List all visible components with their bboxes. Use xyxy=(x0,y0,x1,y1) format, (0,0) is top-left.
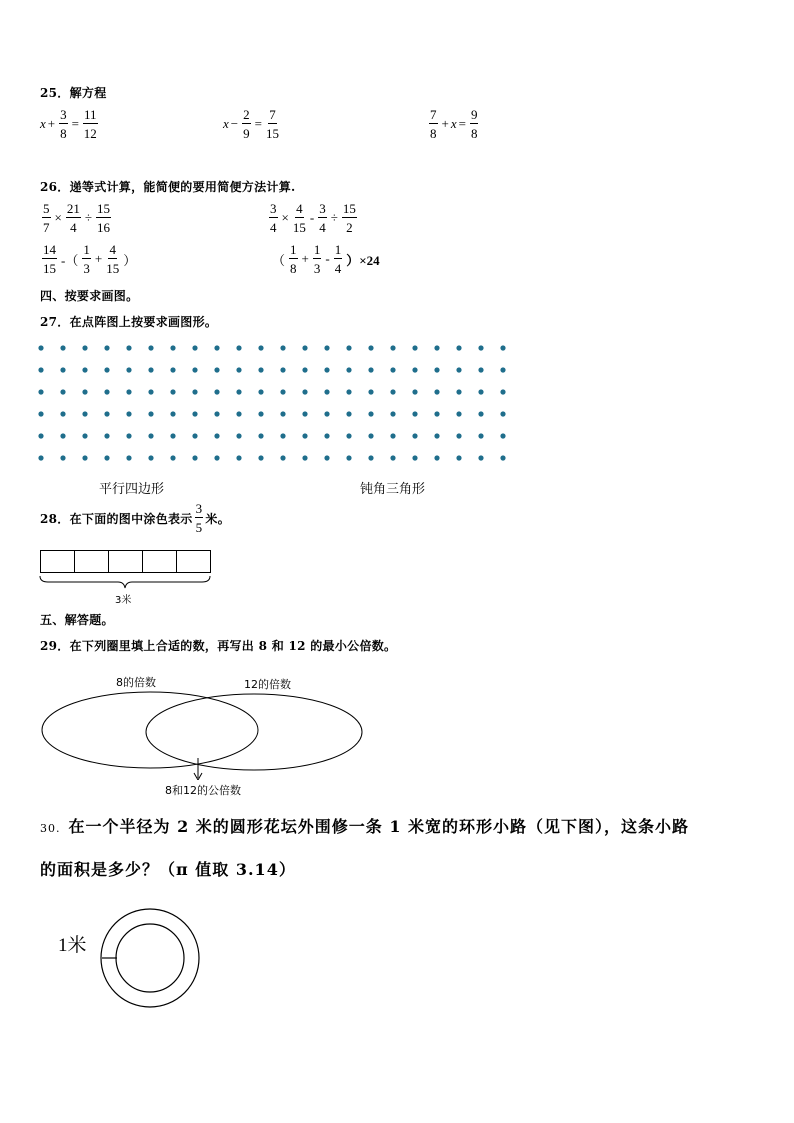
grid-dot[interactable] xyxy=(258,367,263,372)
grid-dot[interactable] xyxy=(280,367,285,372)
grid-dot[interactable] xyxy=(412,367,417,372)
grid-dot[interactable] xyxy=(302,433,307,438)
grid-dot[interactable] xyxy=(214,345,219,350)
grid-dot[interactable] xyxy=(60,433,65,438)
q25-label: 25．解方程 xyxy=(40,86,107,100)
grid-dot[interactable] xyxy=(434,433,439,438)
grid-dot[interactable] xyxy=(346,367,351,372)
grid-dot[interactable] xyxy=(412,345,417,350)
grid-dot[interactable] xyxy=(456,433,461,438)
grid-dot[interactable] xyxy=(280,345,285,350)
grid-dot[interactable] xyxy=(390,345,395,350)
grid-dot[interactable] xyxy=(170,345,175,350)
grid-dot[interactable] xyxy=(170,367,175,372)
grid-dot[interactable] xyxy=(148,455,153,460)
q26-expression-3: $\frac{14}{15}$ -（ $\frac{1}{3}$ + $\frac{4}{15}$ ） xyxy=(43,242,137,276)
grid-dot[interactable] xyxy=(126,455,131,460)
grid-dot[interactable] xyxy=(104,433,109,438)
grid-dot[interactable] xyxy=(390,455,395,460)
grid-dot[interactable] xyxy=(214,455,219,460)
grid-dot[interactable] xyxy=(126,411,131,416)
grid-dot[interactable] xyxy=(38,367,43,372)
grid-dot[interactable] xyxy=(324,411,329,416)
grid-dot[interactable] xyxy=(148,389,153,394)
q28-label: 28．在下面的图中涂色表示 $\frac{3}{5}$ 米。 xyxy=(40,501,231,535)
grid-dot[interactable] xyxy=(82,455,87,460)
ring-inner-circle xyxy=(116,924,184,992)
grid-dot[interactable] xyxy=(478,389,483,394)
grid-dot[interactable] xyxy=(500,455,505,460)
grid-dot[interactable] xyxy=(500,411,505,416)
venn-left-label: 8的倍数 xyxy=(116,676,156,689)
grid-dot[interactable] xyxy=(346,433,351,438)
grid-dot[interactable] xyxy=(170,411,175,416)
grid-dot[interactable] xyxy=(412,433,417,438)
grid-dot[interactable] xyxy=(368,389,373,394)
q27-label: 27．在点阵图上按要求画图形。 xyxy=(40,315,218,329)
grid-dot[interactable] xyxy=(192,411,197,416)
grid-dot[interactable] xyxy=(390,411,395,416)
grid-dot[interactable] xyxy=(434,455,439,460)
grid-dot[interactable] xyxy=(302,345,307,350)
grid-dot[interactable] xyxy=(412,411,417,416)
grid-dot[interactable] xyxy=(170,389,175,394)
grid-dot[interactable] xyxy=(38,411,43,416)
grid-dot[interactable] xyxy=(456,411,461,416)
grid-dot[interactable] xyxy=(148,345,153,350)
grid-dot[interactable] xyxy=(126,389,131,394)
grid-dot[interactable] xyxy=(280,455,285,460)
grid-dot[interactable] xyxy=(82,345,87,350)
strip-cell[interactable] xyxy=(143,551,177,572)
grid-dot[interactable] xyxy=(82,411,87,416)
caption-obtuse-triangle: 钝角三角形 xyxy=(360,482,426,497)
grid-dot[interactable] xyxy=(104,389,109,394)
fraction-strip xyxy=(40,550,211,573)
grid-dot[interactable] xyxy=(368,455,373,460)
q25-equation-3: $\frac{7}{8}$ + x = $\frac{9}{8}$ xyxy=(430,107,478,141)
grid-dot[interactable] xyxy=(368,411,373,416)
ring-label: 1米 xyxy=(58,935,87,956)
brace-label: 3米 xyxy=(115,595,132,606)
grid-dot[interactable] xyxy=(214,433,219,438)
grid-dot[interactable] xyxy=(390,367,395,372)
grid-dot[interactable] xyxy=(60,367,65,372)
grid-dot[interactable] xyxy=(82,389,87,394)
venn-diagram xyxy=(40,690,366,780)
grid-dot[interactable] xyxy=(280,433,285,438)
grid-dot[interactable] xyxy=(368,367,373,372)
grid-dot[interactable] xyxy=(302,367,307,372)
grid-dot[interactable] xyxy=(236,433,241,438)
grid-dot[interactable] xyxy=(368,433,373,438)
grid-dot[interactable] xyxy=(456,367,461,372)
q30-line-1: 30. 在一个半径为 2 米的圆形花坛外围修一条 1 米宽的环形小路（见下图），这条小路 xyxy=(40,817,690,836)
grid-dot[interactable] xyxy=(104,411,109,416)
grid-dot[interactable] xyxy=(236,367,241,372)
grid-dot[interactable] xyxy=(82,367,87,372)
grid-dot[interactable] xyxy=(456,389,461,394)
grid-dot[interactable] xyxy=(346,389,351,394)
q25-equation-2: x − $\frac{2}{9}$ = $\frac{7}{15}$ xyxy=(223,107,279,141)
grid-dot[interactable] xyxy=(390,433,395,438)
strip-cell[interactable] xyxy=(177,551,210,572)
strip-cell[interactable] xyxy=(75,551,109,572)
grid-dot[interactable] xyxy=(324,455,329,460)
grid-dot[interactable] xyxy=(434,411,439,416)
grid-dot[interactable] xyxy=(368,345,373,350)
q26-expression-2: $\frac{3}{4}$ × $\frac{4}{15}$ - $\frac{3}{4}$ ÷ $\frac{15}{2}$ xyxy=(270,201,356,235)
grid-dot[interactable] xyxy=(478,433,483,438)
grid-dot[interactable] xyxy=(148,411,153,416)
grid-dot[interactable] xyxy=(478,455,483,460)
grid-dot[interactable] xyxy=(346,411,351,416)
venn-bottom-label: 8和12的公倍数 xyxy=(165,784,241,797)
grid-dot[interactable] xyxy=(60,389,65,394)
grid-dot[interactable] xyxy=(500,389,505,394)
grid-dot[interactable] xyxy=(148,433,153,438)
caption-parallelogram: 平行四边形 xyxy=(99,482,165,497)
grid-dot[interactable] xyxy=(192,455,197,460)
grid-dot[interactable] xyxy=(280,389,285,394)
grid-dot[interactable] xyxy=(500,367,505,372)
grid-dot[interactable] xyxy=(126,433,131,438)
grid-dot[interactable] xyxy=(412,455,417,460)
grid-dot[interactable] xyxy=(258,411,263,416)
venn-right-label: 12的倍数 xyxy=(244,678,291,691)
grid-dot[interactable] xyxy=(302,411,307,416)
q30-line-2: 的面积是多少？（π 值取 3.14） xyxy=(40,860,296,879)
grid-dot[interactable] xyxy=(104,455,109,460)
grid-dot[interactable] xyxy=(170,455,175,460)
grid-dot[interactable] xyxy=(302,389,307,394)
grid-dot[interactable] xyxy=(192,345,197,350)
grid-dot[interactable] xyxy=(324,389,329,394)
grid-dot[interactable] xyxy=(60,455,65,460)
grid-dot[interactable] xyxy=(214,389,219,394)
grid-dot[interactable] xyxy=(126,345,131,350)
grid-dot[interactable] xyxy=(192,389,197,394)
grid-dot[interactable] xyxy=(104,345,109,350)
q29-label: 29．在下列圈里填上合适的数，再写出 8 和 12 的最小公倍数。 xyxy=(40,639,397,653)
grid-dot[interactable] xyxy=(324,345,329,350)
grid-dot[interactable] xyxy=(258,433,263,438)
grid-dot[interactable] xyxy=(324,433,329,438)
dot-grid[interactable] xyxy=(30,338,520,468)
section-heading-4: 四、按要求画图。 xyxy=(40,289,139,303)
grid-dot[interactable] xyxy=(214,411,219,416)
grid-dot[interactable] xyxy=(478,367,483,372)
grid-dot[interactable] xyxy=(500,433,505,438)
grid-dot[interactable] xyxy=(324,367,329,372)
grid-dot[interactable] xyxy=(192,367,197,372)
grid-dot[interactable] xyxy=(104,367,109,372)
grid-dot[interactable] xyxy=(478,345,483,350)
grid-dot[interactable] xyxy=(192,433,197,438)
grid-dot[interactable] xyxy=(258,389,263,394)
grid-dot[interactable] xyxy=(346,455,351,460)
grid-dot[interactable] xyxy=(412,389,417,394)
grid-dot[interactable] xyxy=(236,411,241,416)
grid-dot[interactable] xyxy=(60,345,65,350)
q26-expression-1: $\frac{5}{7}$ × $\frac{21}{4}$ ÷ $\frac{15}{16}$ xyxy=(43,201,110,235)
grid-dot[interactable] xyxy=(38,455,43,460)
grid-dot[interactable] xyxy=(126,367,131,372)
grid-dot[interactable] xyxy=(236,389,241,394)
grid-dot[interactable] xyxy=(148,367,153,372)
grid-dot[interactable] xyxy=(82,433,87,438)
q25-equation-1: x + $\frac{3}{8}$ = $\frac{11}{12}$ xyxy=(40,107,97,141)
grid-dot[interactable] xyxy=(456,345,461,350)
grid-dot[interactable] xyxy=(434,345,439,350)
grid-dot[interactable] xyxy=(456,455,461,460)
grid-dot[interactable] xyxy=(500,345,505,350)
grid-dot[interactable] xyxy=(434,389,439,394)
grid-dot[interactable] xyxy=(38,389,43,394)
strip-cell[interactable] xyxy=(109,551,143,572)
grid-dot[interactable] xyxy=(236,345,241,350)
grid-dot[interactable] xyxy=(390,389,395,394)
grid-dot[interactable] xyxy=(258,345,263,350)
grid-dot[interactable] xyxy=(302,455,307,460)
grid-dot[interactable] xyxy=(434,367,439,372)
grid-dot[interactable] xyxy=(60,411,65,416)
grid-dot[interactable] xyxy=(258,455,263,460)
venn-left-ellipse xyxy=(42,692,258,768)
ring-diagram xyxy=(96,906,206,1011)
grid-dot[interactable] xyxy=(236,455,241,460)
grid-dot[interactable] xyxy=(478,411,483,416)
grid-dot[interactable] xyxy=(38,345,43,350)
grid-dot[interactable] xyxy=(280,411,285,416)
grid-dot[interactable] xyxy=(38,433,43,438)
grid-dot[interactable] xyxy=(214,367,219,372)
venn-right-ellipse xyxy=(146,694,362,770)
strip-cell[interactable] xyxy=(41,551,75,572)
q26-expression-4: （ $\frac{1}{8}$ + $\frac{1}{3}$ - $\frac{1}{4}$ ）×24 xyxy=(272,242,380,276)
section-heading-5: 五、解答题。 xyxy=(40,613,114,627)
grid-dot[interactable] xyxy=(346,345,351,350)
grid-dot[interactable] xyxy=(170,433,175,438)
q26-label: 26．递等式计算，能简便的要用简便方法计算. xyxy=(40,180,296,194)
